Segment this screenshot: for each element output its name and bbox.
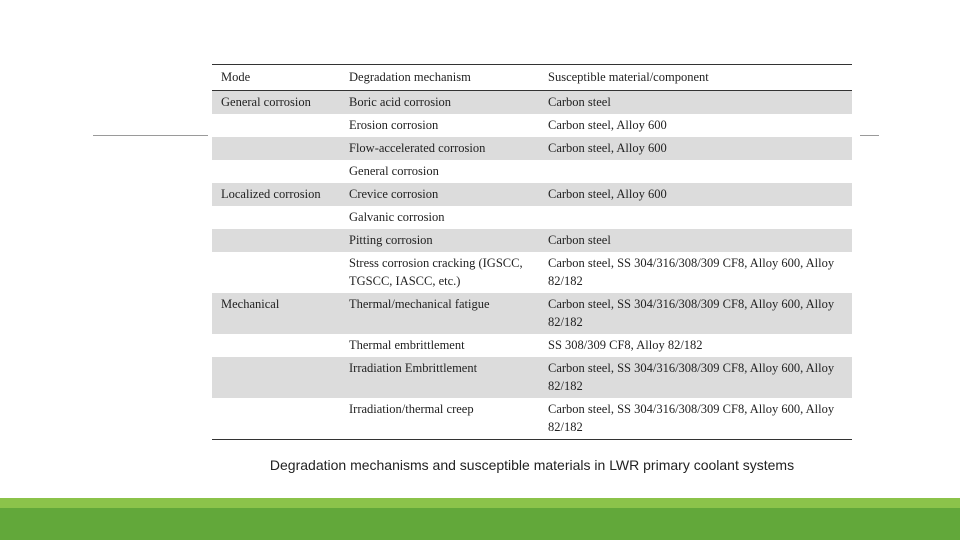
cell-material: Carbon steel <box>539 91 852 115</box>
divider-line-right <box>860 135 879 136</box>
cell-material: Carbon steel, SS 304/316/308/309 CF8, Alloy 600, Alloy 82/182 <box>539 357 852 398</box>
table-row <box>212 398 852 440</box>
cell-mechanism: Crevice corrosion <box>340 183 539 206</box>
cell-mechanism: Galvanic corrosion <box>349 210 445 224</box>
table-row <box>212 91 852 115</box>
cell-material: Carbon steel, Alloy 600 <box>539 137 852 160</box>
degradation-table <box>212 64 852 440</box>
table-row <box>212 137 852 160</box>
cell-mode <box>212 137 340 160</box>
cell-material: Carbon steel <box>539 229 852 252</box>
cell-material <box>539 206 852 229</box>
table-row <box>212 229 852 252</box>
cell-material: Carbon steel, SS 304/316/308/309 CF8, Alloy 600, Alloy 82/182 <box>539 398 852 440</box>
cell-mechanism: Erosion corrosion <box>349 118 439 132</box>
cell-mode <box>212 206 340 229</box>
cell-mode <box>212 252 340 293</box>
table-row <box>212 334 852 357</box>
header-material: Susceptible material/component <box>539 65 852 91</box>
footer-stripe <box>0 498 960 508</box>
table-row <box>212 183 852 206</box>
cell-mode <box>212 160 340 183</box>
cell-mode: Localized corrosion <box>212 183 340 206</box>
table-row <box>212 357 852 398</box>
cell-mechanism: Thermal embrittlement <box>349 338 465 352</box>
cell-mechanism: Irradiation Embrittlement <box>340 357 539 398</box>
cell-mechanism: General corrosion <box>349 164 439 178</box>
table-row <box>212 252 852 293</box>
cell-material <box>539 160 852 183</box>
header-mode: Mode <box>212 65 340 91</box>
cell-mode <box>212 398 340 440</box>
cell-mode <box>212 334 340 357</box>
footer-bar <box>0 498 960 540</box>
cell-mode <box>212 357 340 398</box>
table-caption: Degradation mechanisms and susceptible materials in LWR primary coolant systems <box>269 457 795 473</box>
table-row <box>212 114 852 137</box>
table-row <box>212 160 852 183</box>
header-mechanism: Degradation mechanism <box>340 65 539 91</box>
cell-mode <box>212 229 340 252</box>
cell-mechanism: Irradiation/thermal creep <box>340 398 539 440</box>
divider-line-left <box>93 135 208 136</box>
table-container <box>212 64 852 440</box>
cell-material: Carbon steel, Alloy 600 <box>539 183 852 206</box>
cell-mode <box>212 114 340 137</box>
cell-material: Carbon steel, SS 304/316/308/309 CF8, Alloy 600, Alloy 82/182 <box>548 256 835 288</box>
table-row <box>212 206 852 229</box>
cell-mechanism: Boric acid corrosion <box>340 91 539 115</box>
table-row <box>212 293 852 334</box>
cell-mode: General corrosion <box>212 91 340 115</box>
cell-mechanism: Thermal/mechanical fatigue <box>340 293 539 334</box>
cell-mechanism: Pitting corrosion <box>340 229 539 252</box>
cell-mode: Mechanical <box>212 293 340 334</box>
table-header-row <box>212 65 852 91</box>
cell-mechanism: Stress corrosion cracking (IGSCC, TGSCC, IASCC, etc.) <box>349 256 523 288</box>
cell-mechanism: Flow-accelerated corrosion <box>340 137 539 160</box>
table-body <box>212 91 852 440</box>
cell-material: Carbon steel, SS 304/316/308/309 CF8, Alloy 600, Alloy 82/182 <box>539 293 852 334</box>
cell-material: SS 308/309 CF8, Alloy 82/182 <box>548 338 703 352</box>
cell-material: Carbon steel, Alloy 600 <box>548 118 667 132</box>
